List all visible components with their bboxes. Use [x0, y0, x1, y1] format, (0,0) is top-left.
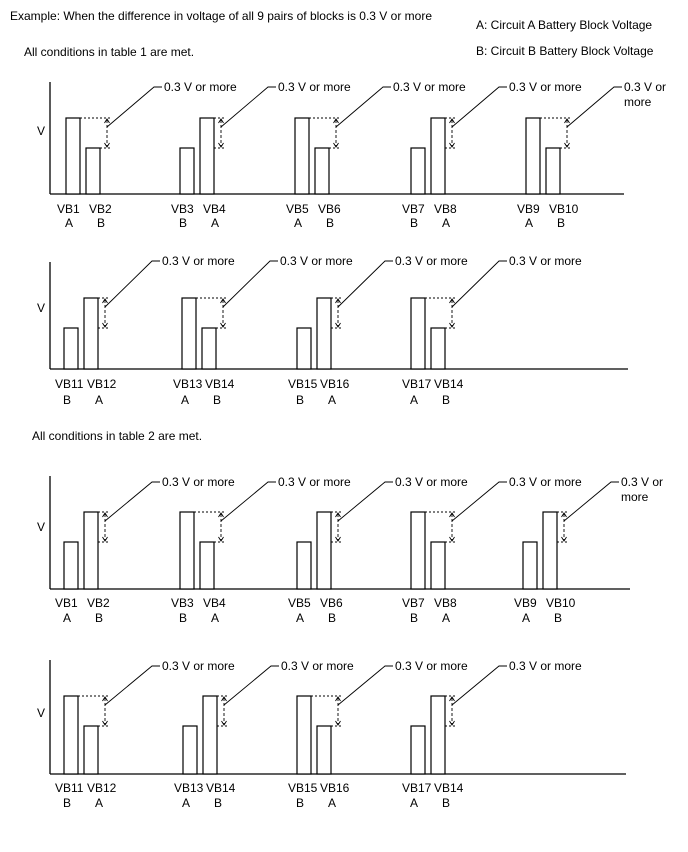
block-label-left: VB9: [517, 202, 540, 216]
circuit-label-left: B: [410, 611, 419, 625]
difference-annotation: 0.3 V or more: [278, 80, 351, 94]
block-label-right: VB12: [87, 377, 117, 391]
circuit-label-right: A: [95, 796, 104, 810]
difference-annotation: 0.3 V or more: [509, 80, 582, 94]
bar-vb17: [411, 726, 425, 774]
bar-vb5: [295, 118, 309, 194]
bar-vb10: [546, 148, 560, 194]
block-label-left: VB5: [288, 596, 311, 610]
circuit-label-left: A: [63, 611, 72, 625]
circuit-label-right: A: [442, 611, 451, 625]
difference-annotation: 0.3 V or more: [395, 659, 468, 673]
bar-vb14: [202, 328, 216, 369]
bar-vb15: [297, 696, 311, 774]
circuit-label-left: A: [65, 216, 74, 230]
circuit-label-right: A: [442, 216, 451, 230]
block-label-left: VB7: [402, 202, 425, 216]
circuit-label-left: A: [182, 796, 191, 810]
difference-annotation: 0.3 V or: [624, 80, 667, 94]
circuit-label-right: A: [95, 393, 104, 407]
block-label-right: VB4: [203, 202, 226, 216]
circuit-label-right: B: [214, 796, 223, 810]
circuit-label-left: B: [296, 393, 305, 407]
leader-line: [105, 261, 160, 307]
difference-annotation: 0.3 V or more: [395, 475, 468, 489]
bar-vb5: [297, 542, 311, 589]
circuit-label-left: A: [410, 393, 419, 407]
block-label-left: VB17: [402, 377, 432, 391]
block-label-right: VB16: [320, 377, 350, 391]
block-label-right: VB4: [203, 596, 226, 610]
bar-vb8: [431, 118, 445, 194]
condition-table-1: All conditions in table 1 are met.: [24, 45, 195, 59]
bar-vb15: [297, 328, 311, 369]
block-label-left: VB3: [171, 202, 194, 216]
circuit-label-right: B: [554, 611, 563, 625]
block-label-right: VB10: [549, 202, 579, 216]
chart-row: [37, 254, 628, 407]
leader-line: [105, 666, 160, 705]
circuit-label-right: A: [211, 216, 220, 230]
difference-annotation: 0.3 V or: [621, 475, 664, 489]
circuit-label-right: B: [326, 216, 335, 230]
block-label-left: VB17: [402, 781, 432, 795]
block-label-left: VB15: [288, 377, 318, 391]
circuit-label-right: B: [328, 611, 337, 625]
bar-vb9: [526, 118, 540, 194]
bar-vb14: [203, 696, 217, 774]
difference-annotation: 0.3 V or more: [162, 659, 235, 673]
block-label-left: VB11: [55, 781, 84, 795]
difference-annotation: 0.3 V or more: [509, 475, 582, 489]
chart-rows: [37, 80, 666, 810]
block-label-right: VB12: [87, 781, 117, 795]
circuit-label-left: B: [179, 611, 188, 625]
example-title: Example: When the difference in voltage of all 9 pairs of blocks is 0.3 V or more: [10, 9, 432, 23]
block-label-right: VB2: [87, 596, 110, 610]
difference-annotation: 0.3 V or more: [164, 80, 237, 94]
difference-annotation: 0.3 V or more: [509, 659, 582, 673]
bar-vb13: [182, 298, 196, 369]
difference-annotation: 0.3 V or more: [278, 475, 351, 489]
difference-annotation: more: [624, 95, 652, 109]
circuit-label-right: B: [97, 216, 106, 230]
chart-row: [37, 659, 626, 810]
circuit-label-left: B: [63, 796, 72, 810]
bar-vb11: [64, 696, 78, 774]
leader-line: [105, 482, 160, 521]
bar-vb10: [543, 512, 557, 589]
bar-vb7: [411, 148, 425, 194]
bar-vb4: [200, 542, 214, 589]
block-label-right: VB8: [434, 202, 457, 216]
bar-vb12: [84, 298, 98, 369]
circuit-label-left: A: [525, 216, 534, 230]
bar-vb6: [315, 148, 329, 194]
difference-annotation: 0.3 V or more: [281, 659, 354, 673]
circuit-label-left: A: [522, 611, 531, 625]
circuit-label-right: A: [328, 796, 337, 810]
block-label-left: VB15: [288, 781, 318, 795]
block-label-left: VB13: [174, 781, 204, 795]
block-label-right: VB6: [318, 202, 341, 216]
difference-annotation: 0.3 V or more: [280, 254, 353, 268]
block-label-left: VB7: [402, 596, 425, 610]
block-label-right: VB14: [434, 781, 464, 795]
bar-vb12: [84, 726, 98, 774]
block-label-left: VB1: [57, 202, 80, 216]
bar-vb4: [200, 118, 214, 194]
block-label-left: VB1: [55, 596, 78, 610]
condition-table-2: All conditions in table 2 are met.: [32, 429, 203, 443]
bar-vb7: [411, 512, 425, 589]
bar-vb9: [523, 542, 537, 589]
circuit-label-left: A: [410, 796, 419, 810]
bar-vb6: [317, 512, 331, 589]
circuit-label-left: A: [294, 216, 303, 230]
leader-line: [107, 87, 162, 127]
bar-vb13: [183, 726, 197, 774]
bar-vb17: [411, 298, 425, 369]
circuit-label-left: A: [181, 393, 190, 407]
circuit-label-right: B: [442, 796, 451, 810]
block-label-right: VB14: [205, 377, 235, 391]
circuit-label-left: B: [179, 216, 188, 230]
block-label-right: VB10: [546, 596, 576, 610]
block-label-left: VB11: [55, 377, 84, 391]
bar-vb1: [66, 118, 80, 194]
block-label-left: VB5: [286, 202, 309, 216]
circuit-label-right: B: [557, 216, 566, 230]
y-axis-label: V: [37, 124, 46, 138]
circuit-label-right: B: [442, 393, 451, 407]
block-label-right: VB8: [434, 596, 457, 610]
circuit-label-right: B: [213, 393, 222, 407]
y-axis-label: V: [37, 520, 46, 534]
block-label-right: VB6: [320, 596, 343, 610]
bar-vb3: [180, 148, 194, 194]
y-axis-label: V: [37, 706, 46, 720]
bar-vb2: [86, 148, 100, 194]
bar-vb2: [84, 512, 98, 589]
block-label-left: VB9: [514, 596, 537, 610]
block-label-right: VB16: [320, 781, 350, 795]
block-label-right: VB2: [89, 202, 112, 216]
block-label-right: VB14: [434, 377, 464, 391]
difference-annotation: 0.3 V or more: [393, 80, 466, 94]
bar-vb16: [317, 726, 331, 774]
difference-annotation: 0.3 V or more: [162, 475, 235, 489]
bar-vb3: [180, 512, 194, 589]
circuit-label-left: B: [296, 796, 305, 810]
difference-annotation: more: [621, 490, 649, 504]
y-axis-label: V: [37, 301, 46, 315]
block-label-left: VB3: [171, 596, 194, 610]
chart-row: [37, 475, 663, 625]
bar-vb16: [317, 298, 331, 369]
bar-vb14: [431, 696, 445, 774]
chart-row: [37, 80, 666, 230]
bar-vb14: [431, 328, 445, 369]
block-label-left: VB13: [173, 377, 203, 391]
bar-vb1: [64, 542, 78, 589]
circuit-label-left: A: [296, 611, 305, 625]
difference-annotation: 0.3 V or more: [395, 254, 468, 268]
bar-vb8: [431, 542, 445, 589]
circuit-label-right: A: [328, 393, 337, 407]
circuit-label-left: B: [410, 216, 419, 230]
circuit-label-left: B: [63, 393, 72, 407]
legend-b: B: Circuit B Battery Block Voltage: [476, 44, 654, 58]
difference-annotation: 0.3 V or more: [162, 254, 235, 268]
bar-vb11: [64, 328, 78, 369]
block-label-right: VB14: [206, 781, 236, 795]
difference-annotation: 0.3 V or more: [509, 254, 582, 268]
circuit-label-right: B: [95, 611, 104, 625]
circuit-label-right: A: [211, 611, 220, 625]
legend-a: A: Circuit A Battery Block Voltage: [476, 18, 653, 32]
